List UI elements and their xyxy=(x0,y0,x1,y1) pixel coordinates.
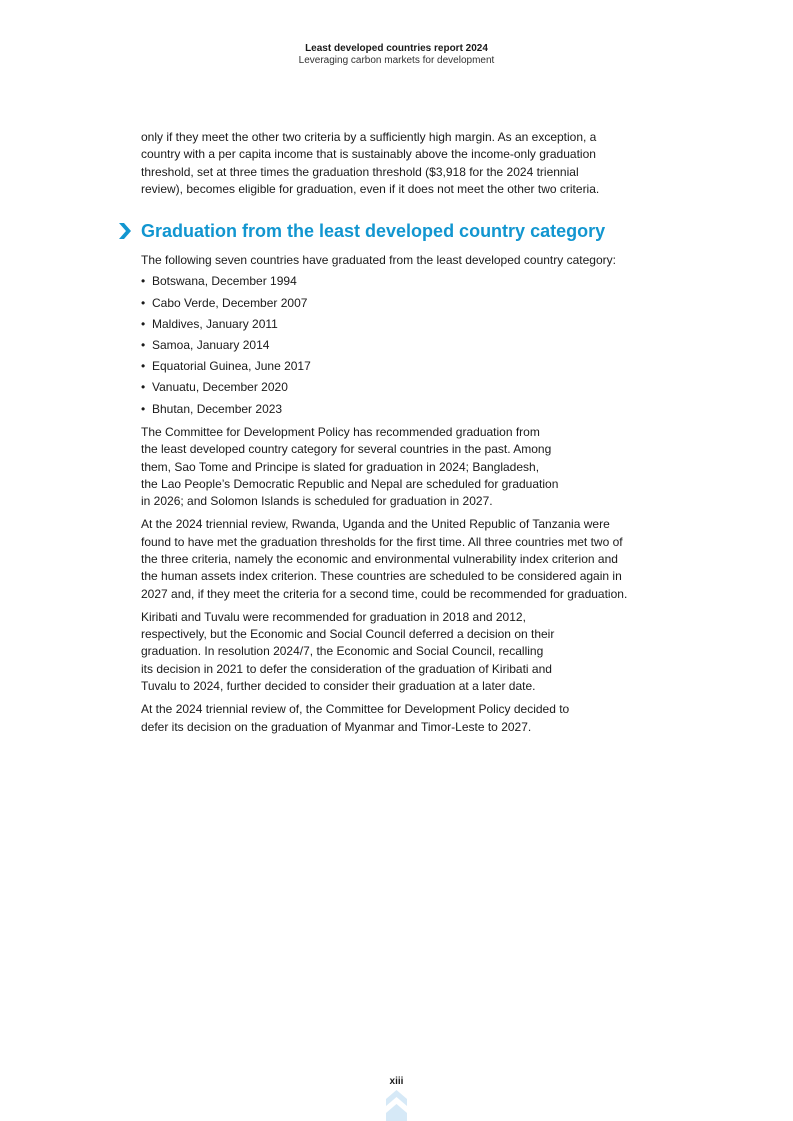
graduated-countries-list xyxy=(141,273,661,417)
list-item: • Bhutan, December 2023 xyxy=(141,401,661,418)
double-chevron-up-icon xyxy=(386,1090,407,1121)
triennial-review-paragraph: At the 2024 triennial review, Rwanda, Uganda and the United Republic of Tanzania were found to have met the graduation thresholds for the first time. All three countries met two of the three criteria, namely the economic and environmental vulnerability index criterion and the human assets index criterion. These countries are scheduled to be considered again in 2027 and, if they meet the criteria for a second time, could be recommended for graduation. xyxy=(141,517,628,601)
bullet: • xyxy=(141,295,146,310)
report-title: Least developed countries report 2024 xyxy=(305,43,488,54)
graduated-list-lead: The following seven countries have graduated from the least developed country category: xyxy=(141,253,616,268)
bullet: • xyxy=(141,338,146,353)
list-item: • Botswana, December 1994 xyxy=(141,273,661,290)
list-item: • Cabo Verde, December 2007 xyxy=(141,295,661,312)
section-heading: Graduation from the least developed country category xyxy=(141,221,606,242)
recommended-paragraph: The Committee for Development Policy has recommended graduation from the least developed country category for several countries in the past. Among them, Sao Tome and Principe is slated for graduation in 2024; Bangladesh, the Lao People’s Democratic Republic and Nepal are scheduled for graduation in 2026; and Solomon Islands is scheduled for graduation in 2027. xyxy=(141,424,559,509)
page-header xyxy=(0,43,793,67)
page-number: xiii xyxy=(389,1076,404,1087)
list-item: • Equatorial Guinea, June 2017 xyxy=(141,358,661,375)
intro-paragraph: only if they meet the other two criteria by a sufficiently high margin. As an exception, a country with a per capita income that is sustainably above the income-only graduation threshold, set at three times the graduation threshold ($3,918 for the 2024 triennial review), becomes eligible for graduation, even if it does not meet the other two criteria. xyxy=(141,130,600,196)
bullet: • xyxy=(141,316,146,331)
chevron-right-icon xyxy=(117,223,131,239)
myanmar-timor-leste-paragraph: At the 2024 triennial review of, the Committee for Development Policy decided to defer its decision on the graduation of Myanmar and Timor-Leste to 2027. xyxy=(141,702,570,734)
list-item: • Maldives, January 2011 xyxy=(141,316,661,333)
bullet: • xyxy=(141,274,146,289)
list-item: • Samoa, January 2014 xyxy=(141,337,661,354)
bullet: • xyxy=(141,380,146,395)
report-subtitle: Leveraging carbon markets for development xyxy=(298,55,495,66)
main-content xyxy=(141,129,661,736)
section-heading-row xyxy=(141,220,661,242)
kiribati-tuvalu-paragraph: Kiribati and Tuvalu were recommended for graduation in 2018 and 2012, respectively, but the Economic and Social Council deferred a decision on their graduation. In resolution 2024/7, the Economic and Social Council, recalling its decision in 2021 to defer the consideration of the graduation of Kiribati and Tuvalu to 2024, further decided to consider their graduation at a later date. xyxy=(141,609,555,694)
list-item: • Vanuatu, December 2020 xyxy=(141,379,661,396)
bullet: • xyxy=(141,401,146,416)
bullet: • xyxy=(141,359,146,374)
